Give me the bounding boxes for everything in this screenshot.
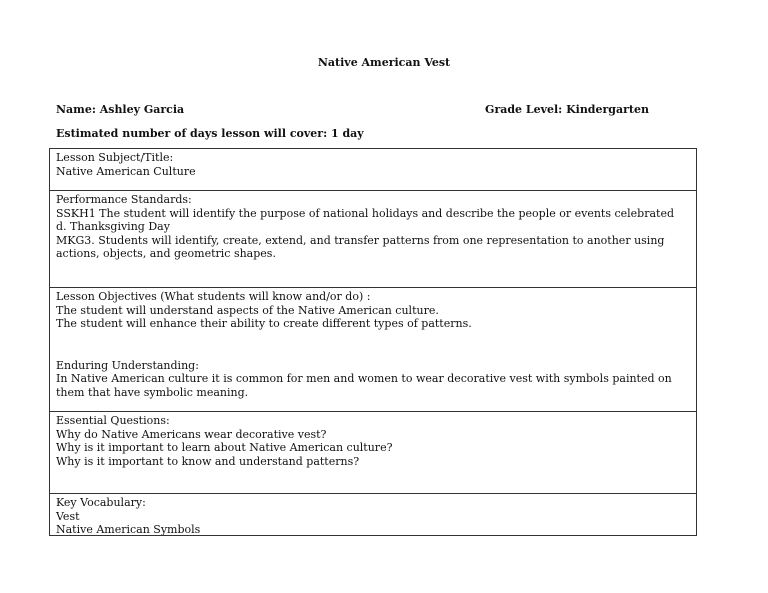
section-text: d. Thanksgiving Day [56, 220, 170, 233]
section-text: Native American Culture [56, 164, 196, 178]
section-heading: Lesson Objectives (What students will know and/or do) : [56, 290, 371, 303]
section-text: SSKH1 The student will identify the purpose of national holidays and describe the people or events celebrated [56, 206, 675, 220]
spacer [56, 331, 690, 359]
section-text: MKG3. Students will identify, create, extend, and transfer patterns from one representation to another using actions, objects, and geometric shapes. [56, 233, 665, 260]
section-heading: Key Vocabulary: [56, 496, 146, 509]
lesson-plan-table [49, 148, 697, 536]
essential-questions-section [50, 412, 696, 494]
enduring-understanding-heading: Enduring Understanding: [56, 358, 199, 372]
document-title: Native American Vest [317, 56, 451, 69]
section-text: Why do Native Americans wear decorative vest? [56, 427, 327, 441]
section-heading: Essential Questions: [56, 414, 170, 427]
section-text: Why is it important to learn about Native American culture? [56, 441, 393, 454]
estimated-days: Estimated number of days lesson will cover: 1 day [56, 127, 364, 140]
enduring-understanding-text: In Native American culture it is common for men and women to wear decorative vest with symbols painted on them that have symbolic meaning. [56, 372, 672, 399]
section-text: The student will understand aspects of the Native American culture. [56, 303, 439, 317]
section-text: The student will enhance their ability to create different types of patterns. [56, 317, 472, 330]
key-vocabulary-section [50, 494, 696, 535]
section-heading: Lesson Subject/Title: [56, 151, 174, 164]
section-text: Vest [56, 509, 80, 523]
section-text: Native American Symbols [56, 523, 201, 535]
section-heading: Performance Standards: [56, 193, 192, 206]
lesson-subject-section [50, 149, 696, 191]
teacher-name: Name: Ashley Garcia [56, 103, 185, 116]
grade-level: Grade Level: Kindergarten [485, 103, 649, 116]
lesson-objectives-section [50, 288, 696, 412]
section-text: Why is it important to know and understand patterns? [56, 454, 360, 468]
performance-standards-section [50, 191, 696, 288]
